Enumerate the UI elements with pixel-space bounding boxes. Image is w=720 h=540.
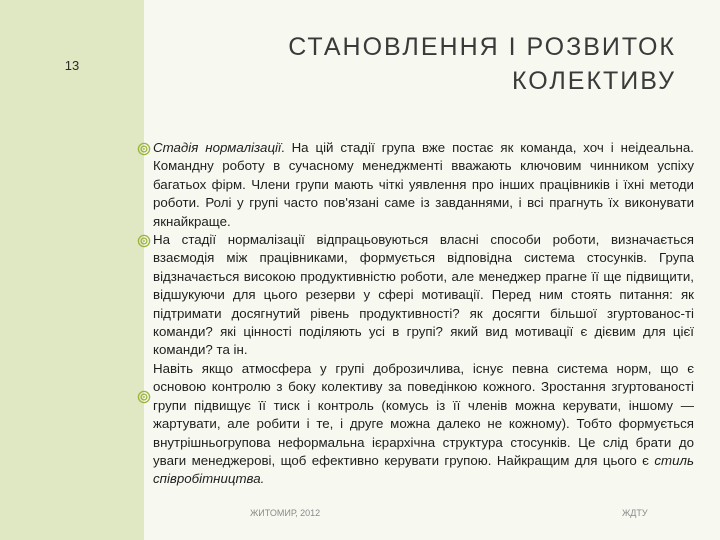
footer-org: ЖДТУ xyxy=(622,508,648,518)
bullet-text: . На цій стадії група вже постає як команда, хоч і неідеальна. Командну роботу в сучасному менеджменті вважають ключовим чинником успіху багатьох фірм. Члени групи мають чіткі уявлення про інших працівників і їхні методи роботи. Ролі у групі часто пов'язані саме із завданнями, і всі прагнуть їх виконувати якнайкраще. xyxy=(153,140,694,229)
bullet-list xyxy=(153,139,694,489)
target-bullet-icon xyxy=(137,390,151,404)
bullet-italic-tail: стиль співробітництва. xyxy=(153,452,694,487)
bullet-text: Навіть якщо атмосфера у групі доброзичлива, існує певна система норм, що є основою контролю з боку колективу за поведінкою кожного. Зростання згуртованості групи підвищує її тиск і контроль (комусь із її членів можна керувати, іншому — жартувати, але робити і те, і друге можна далеко не кожному). Тобто формується внутрішньогрупова неформальна ієрархічна структура стосунків. Це слід брати до уваги менеджерові, щоб ефективно керувати групою. Найкращим для цього є xyxy=(153,360,694,468)
slide-title xyxy=(256,30,676,98)
bullet-text: На стадії нормалізації відпрацьовуються власні способи роботи, визначається взаємодія між працівниками, формується відповідна система стосунків. Група відзначається високою продуктивністю роботи, але менеджер прагне її ще підвищити, відшукуючи для цього резерви у сфері мотивації. Перед ним стоять питання: як підтримати досягнутий рівень продуктивності? як досягти більшої згуртованос-ті команди? які цінності поділяють усі в групі? який вид мотивації є дієвим для цієї команди? та ін. xyxy=(153,232,694,358)
bullet-item-normalization xyxy=(153,139,694,231)
target-bullet-icon xyxy=(137,234,151,248)
slide-number: 13 xyxy=(64,58,80,73)
bullet-item-working-methods xyxy=(153,231,694,360)
slide-title-line-2: КОЛЕКТИВУ xyxy=(511,67,676,95)
target-bullet-icon xyxy=(137,142,151,156)
bullet-item-group-norms xyxy=(153,360,694,489)
footer-location: ЖИТОМИР, 2012 xyxy=(250,508,321,518)
bullet-italic-lead: Стадія нормалізації xyxy=(153,140,281,155)
sidebar-panel xyxy=(0,0,144,540)
slide-title-line-1: СТАНОВЛЕННЯ І РОЗВИТОК xyxy=(288,33,676,61)
